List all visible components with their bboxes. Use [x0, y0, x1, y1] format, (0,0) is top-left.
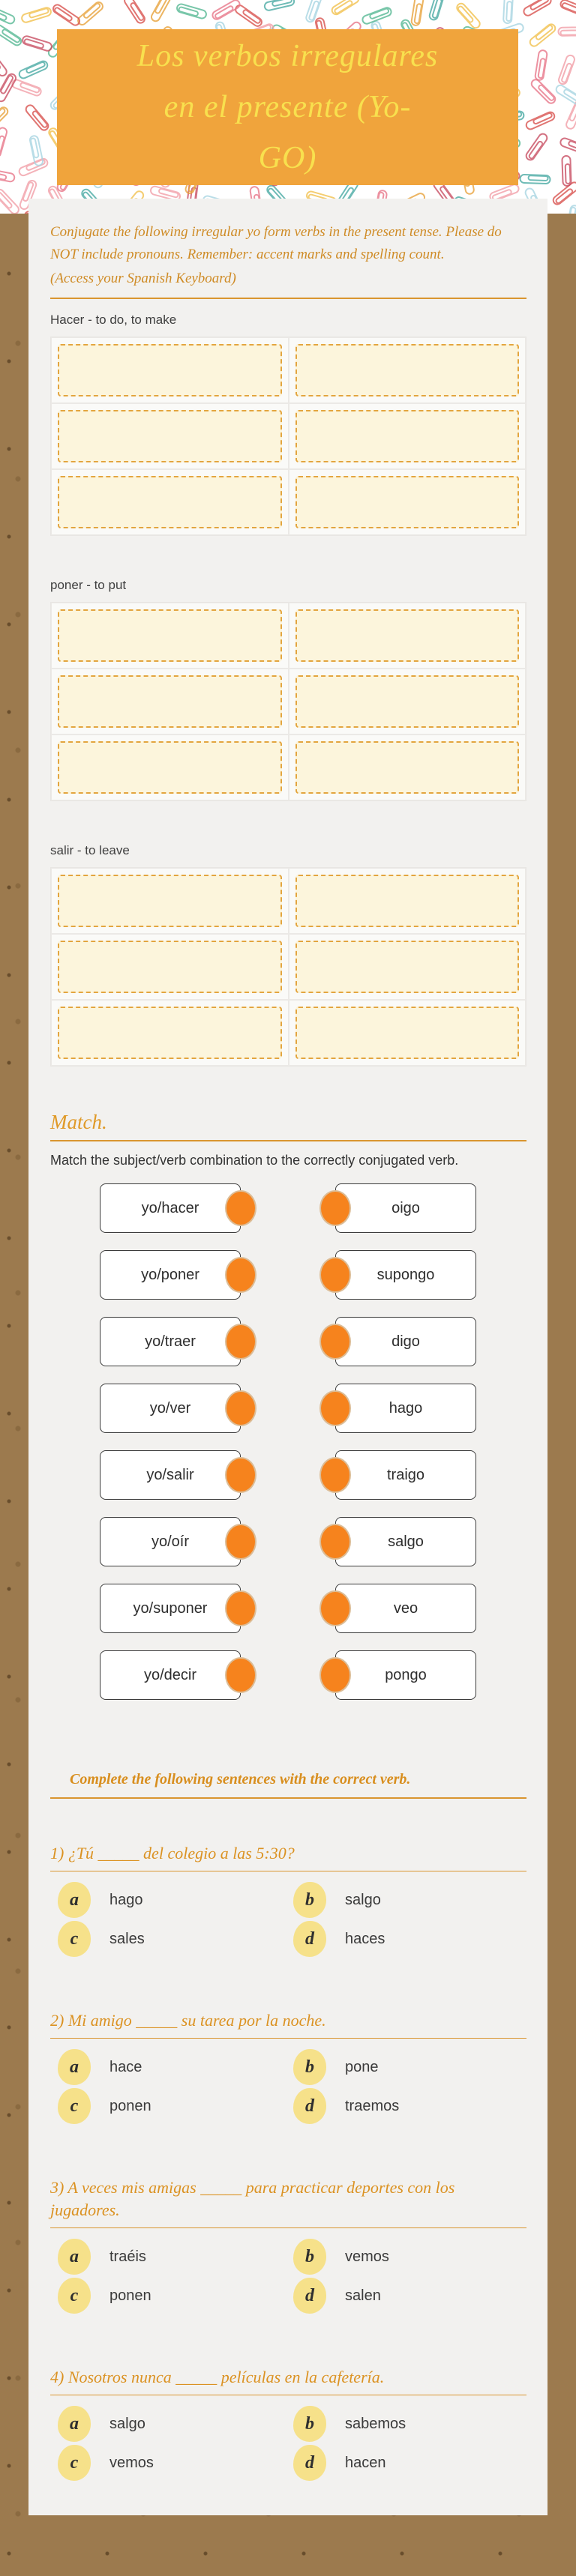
match-connector-dot[interactable] — [225, 1324, 256, 1360]
paperclip-decoration — [410, 0, 424, 27]
match-left-card[interactable] — [100, 1517, 241, 1566]
question-prompt: 4) Nosotros nunca _____ películas en la cafetería. — [50, 2368, 385, 2386]
conjugation-section — [50, 842, 526, 1067]
match-connector-dot[interactable] — [320, 1457, 351, 1493]
answer-option-b[interactable] — [293, 2239, 526, 2275]
match-right-label: pongo — [385, 1666, 427, 1683]
match-left-card[interactable] — [100, 1183, 241, 1233]
paperclip-decoration — [175, 1, 208, 19]
question-block — [50, 2009, 526, 2124]
match-connector-dot[interactable] — [320, 1590, 351, 1626]
conjugation-answer-input[interactable] — [58, 741, 282, 794]
paperclip-decoration — [502, 0, 513, 24]
answer-cell — [51, 337, 289, 403]
paperclip-decoration — [51, 1, 82, 27]
option-letter-circle[interactable]: d — [293, 2088, 326, 2124]
match-right-card[interactable] — [335, 1384, 476, 1433]
conjugation-answer-input[interactable] — [58, 941, 282, 993]
answer-cell — [289, 735, 526, 800]
answer-cell — [289, 403, 526, 469]
paperclip-decoration — [558, 26, 576, 37]
match-left-label: yo/decir — [143, 1666, 197, 1683]
verb-label: salir - to leave — [50, 843, 130, 857]
match-right-label: oigo — [392, 1199, 420, 1216]
match-right-card[interactable] — [335, 1250, 476, 1300]
answer-cell — [289, 469, 526, 535]
match-right-label: digo — [392, 1333, 420, 1350]
match-row — [50, 1450, 526, 1500]
paperclip-decoration — [528, 21, 559, 49]
verb-label: poner - to put — [50, 578, 127, 592]
answer-cell — [289, 603, 526, 669]
paperclip-decoration — [559, 0, 576, 19]
match-left-card[interactable] — [100, 1250, 241, 1300]
match-right-card[interactable] — [335, 1450, 476, 1500]
paperclip-decoration — [521, 0, 554, 18]
verb-label: Hacer - to do, to make — [50, 313, 177, 327]
conjugation-answer-table — [50, 337, 526, 536]
option-letter-circle[interactable]: a — [58, 1882, 91, 1918]
paperclip-decoration — [75, 0, 105, 28]
option-text: sales — [110, 1930, 145, 1947]
paperclip-decoration — [329, 0, 362, 17]
answer-option-c[interactable] — [58, 2445, 293, 2481]
match-connector-dot[interactable] — [320, 1657, 351, 1693]
paperclip-decoration — [148, 0, 172, 24]
question-prompt: 2) Mi amigo _____ su tarea por la noche. — [50, 2011, 326, 2030]
conjugation-answer-input[interactable] — [296, 941, 520, 993]
answer-cell — [289, 1000, 526, 1066]
match-connector-dot[interactable] — [225, 1657, 256, 1693]
answer-option-c[interactable] — [58, 2088, 293, 2124]
match-row — [50, 1384, 526, 1433]
answer-cell — [51, 603, 289, 669]
option-text: vemos — [345, 2248, 389, 2265]
paperclip-decoration — [17, 59, 50, 81]
paperclip-decoration — [23, 103, 51, 133]
options-grid — [58, 1882, 526, 1957]
worksheet-body — [28, 199, 548, 2515]
paperclip-decoration — [0, 168, 16, 184]
conjugation-answer-input[interactable] — [58, 476, 282, 528]
question-block — [50, 1842, 526, 1957]
paperclip-decoration — [428, 0, 446, 22]
option-text: salen — [345, 2287, 381, 2304]
match-connector-dot[interactable] — [225, 1390, 256, 1426]
title-line: GO) — [258, 141, 317, 175]
section-divider — [50, 1140, 526, 1141]
option-letter-circle[interactable]: c — [58, 1921, 91, 1957]
paperclip-decoration — [0, 187, 21, 214]
worksheet-title — [137, 31, 439, 184]
paperclip-decoration — [0, 22, 24, 48]
match-left-label: yo/traer — [145, 1333, 196, 1350]
conjugation-sections — [50, 311, 526, 1067]
option-text: salgo — [110, 2415, 146, 2432]
option-text: sabemos — [345, 2415, 406, 2432]
paperclip-decoration — [0, 126, 8, 159]
conjugation-section — [50, 576, 526, 801]
option-letter-circle[interactable]: c — [58, 2088, 91, 2124]
answer-option-b[interactable] — [293, 2049, 526, 2085]
match-right-card[interactable] — [335, 1317, 476, 1366]
match-right-label: hago — [388, 1399, 423, 1417]
match-right-card[interactable] — [335, 1183, 476, 1233]
paperclip-decoration — [262, 0, 296, 12]
paperclip-decoration — [122, 0, 148, 25]
answer-cell — [51, 403, 289, 469]
match-row — [50, 1250, 526, 1300]
match-left-card[interactable] — [100, 1650, 241, 1700]
answer-option-a[interactable] — [58, 2239, 293, 2275]
title-line: Los verbos irregulares — [136, 39, 439, 73]
question-divider — [50, 2227, 526, 2228]
match-row — [50, 1517, 526, 1566]
intro-section — [50, 221, 526, 299]
answer-cell — [51, 469, 289, 535]
match-left-label: yo/oír — [151, 1533, 190, 1550]
match-connector-dot[interactable] — [320, 1257, 351, 1293]
match-connector-dot[interactable] — [320, 1524, 351, 1560]
conjugation-answer-input[interactable] — [58, 1007, 282, 1059]
paperclip-decoration — [559, 136, 576, 157]
match-connector-dot[interactable] — [225, 1590, 256, 1626]
option-letter-circle[interactable]: a — [58, 2239, 91, 2275]
option-letter-circle[interactable]: d — [293, 2278, 326, 2314]
option-letter-circle[interactable]: b — [293, 2406, 326, 2442]
match-right-label: traigo — [386, 1466, 425, 1483]
paperclip-decoration — [524, 131, 550, 163]
conjugation-answer-input[interactable] — [58, 344, 282, 396]
paperclip-decoration — [554, 83, 576, 108]
option-text: pone — [345, 2058, 379, 2075]
answer-cell — [51, 868, 289, 934]
option-letter-circle[interactable]: d — [293, 2445, 326, 2481]
match-row — [50, 1183, 526, 1233]
conjugation-answer-input[interactable] — [296, 1007, 520, 1059]
match-left-label: yo/hacer — [141, 1199, 200, 1216]
match-connector-dot[interactable] — [320, 1324, 351, 1360]
answer-option-b[interactable] — [293, 1882, 526, 1918]
answer-cell — [289, 868, 526, 934]
match-left-label: yo/poner — [141, 1266, 200, 1283]
header-paperclip-pattern — [0, 0, 576, 214]
match-row — [50, 1650, 526, 1700]
section-divider — [50, 298, 526, 299]
options-grid — [58, 2406, 526, 2481]
match-section — [50, 1108, 526, 1700]
conjugation-answer-table — [50, 602, 526, 801]
option-letter-circle[interactable]: a — [58, 2406, 91, 2442]
options-grid — [58, 2049, 526, 2124]
intro-instructions: Conjugate the following irregular yo form verbs in the present tense. Please do NOT include pronouns. Remember: accent marks and spelling count. — [50, 224, 502, 262]
answer-option-a[interactable] — [58, 1882, 293, 1918]
paperclip-decoration — [524, 109, 557, 131]
match-right-label: supongo — [376, 1266, 435, 1283]
option-letter-circle[interactable]: b — [293, 2239, 326, 2275]
worksheet-title-banner — [57, 29, 518, 185]
option-letter-circle[interactable]: c — [58, 2445, 91, 2481]
match-connector-dot[interactable] — [320, 1390, 351, 1426]
section-divider — [50, 1797, 526, 1799]
answer-option-d[interactable] — [293, 2278, 526, 2314]
answer-option-a[interactable] — [58, 2049, 293, 2085]
option-letter-circle[interactable]: b — [293, 1882, 326, 1918]
match-row — [50, 1317, 526, 1366]
match-left-label: yo/suponer — [133, 1599, 208, 1617]
option-letter-circle[interactable]: a — [58, 2049, 91, 2085]
conjugation-answer-input[interactable] — [58, 410, 282, 462]
answer-option-b[interactable] — [293, 2406, 526, 2442]
conjugation-answer-input[interactable] — [296, 741, 520, 794]
option-text: traemos — [345, 2097, 400, 2114]
match-left-card[interactable] — [100, 1584, 241, 1633]
match-list — [50, 1183, 526, 1700]
fill-in-section — [50, 1769, 526, 2481]
answer-cell — [51, 934, 289, 1000]
answer-option-a[interactable] — [58, 2406, 293, 2442]
question-list — [50, 1842, 526, 2481]
paperclip-decoration — [529, 76, 558, 106]
conjugation-section — [50, 311, 526, 536]
match-connector-dot[interactable] — [225, 1190, 256, 1226]
conjugation-answer-input[interactable] — [58, 875, 282, 927]
conjugation-answer-input[interactable] — [58, 675, 282, 728]
question-block — [50, 2366, 526, 2481]
option-text: ponen — [110, 2287, 152, 2304]
paperclip-decoration — [0, 4, 16, 26]
answer-option-d[interactable] — [293, 2445, 526, 2481]
option-text: hace — [110, 2058, 142, 2075]
answer-cell — [289, 669, 526, 735]
paperclip-decoration — [566, 204, 576, 214]
match-left-label: yo/ver — [149, 1399, 191, 1417]
option-text: salgo — [345, 1891, 381, 1908]
answer-option-c[interactable] — [58, 1921, 293, 1957]
answer-cell — [289, 934, 526, 1000]
question-prompt: 1) ¿Tú _____ del colegio a las 5:30? — [50, 1844, 295, 1862]
match-right-card[interactable] — [335, 1517, 476, 1566]
match-right-card[interactable] — [335, 1584, 476, 1633]
conjugation-answer-input[interactable] — [58, 609, 282, 662]
question-prompt: 3) A veces mis amigas _____ para practicar deportes con los jugadores. — [50, 2178, 455, 2219]
answer-cell — [51, 735, 289, 800]
option-text: hago — [110, 1891, 143, 1908]
option-text: ponen — [110, 2097, 152, 2114]
match-left-card[interactable] — [100, 1450, 241, 1500]
match-heading: Match. — [50, 1111, 107, 1133]
match-connector-dot[interactable] — [225, 1257, 256, 1293]
title-line: en el presente (Yo- — [164, 90, 412, 124]
option-letter-circle[interactable]: d — [293, 1921, 326, 1957]
option-text: hacen — [345, 2454, 386, 2471]
match-right-label: salgo — [388, 1533, 424, 1550]
match-right-label: veo — [393, 1599, 418, 1617]
answer-option-c[interactable] — [58, 2278, 293, 2314]
option-text: traéis — [110, 2248, 146, 2265]
option-letter-circle[interactable]: c — [58, 2278, 91, 2314]
option-text: haces — [345, 1930, 386, 1947]
question-block — [50, 2177, 526, 2314]
conjugation-answer-input[interactable] — [296, 675, 520, 728]
spanish-keyboard-note: (Access your Spanish Keyboard) — [50, 271, 236, 286]
conjugation-answer-input[interactable] — [296, 476, 520, 528]
conjugation-answer-input[interactable] — [296, 344, 520, 396]
conjugation-answer-table — [50, 867, 526, 1067]
options-grid — [58, 2239, 526, 2314]
answer-option-d[interactable] — [293, 2088, 526, 2124]
match-instructions: Match the subject/verb combination to the correctly conjugated verb. — [50, 1153, 459, 1168]
paperclip-decoration — [534, 49, 548, 82]
answer-cell — [51, 1000, 289, 1066]
question-divider — [50, 2038, 526, 2039]
match-connector-dot[interactable] — [320, 1190, 351, 1226]
paperclip-decoration — [561, 155, 572, 187]
answer-cell — [51, 669, 289, 735]
match-left-label: yo/salir — [146, 1466, 194, 1483]
conjugation-answer-input[interactable] — [296, 609, 520, 662]
match-left-card[interactable] — [100, 1384, 241, 1433]
paperclip-decoration — [520, 174, 551, 184]
paperclip-decoration — [20, 34, 53, 53]
answer-cell — [289, 337, 526, 403]
conjugation-answer-input[interactable] — [296, 875, 520, 927]
match-right-card[interactable] — [335, 1650, 476, 1700]
conjugation-answer-input[interactable] — [296, 410, 520, 462]
option-letter-circle[interactable]: b — [293, 2049, 326, 2085]
match-row — [50, 1584, 526, 1633]
fill-in-heading: Complete the following sentences with the correct verb. — [70, 1771, 411, 1788]
option-text: vemos — [110, 2454, 154, 2471]
match-connector-dot[interactable] — [225, 1524, 256, 1560]
match-left-card[interactable] — [100, 1317, 241, 1366]
answer-option-d[interactable] — [293, 1921, 526, 1957]
paperclip-decoration — [20, 5, 52, 24]
match-connector-dot[interactable] — [225, 1457, 256, 1493]
paperclip-decoration — [556, 53, 576, 86]
